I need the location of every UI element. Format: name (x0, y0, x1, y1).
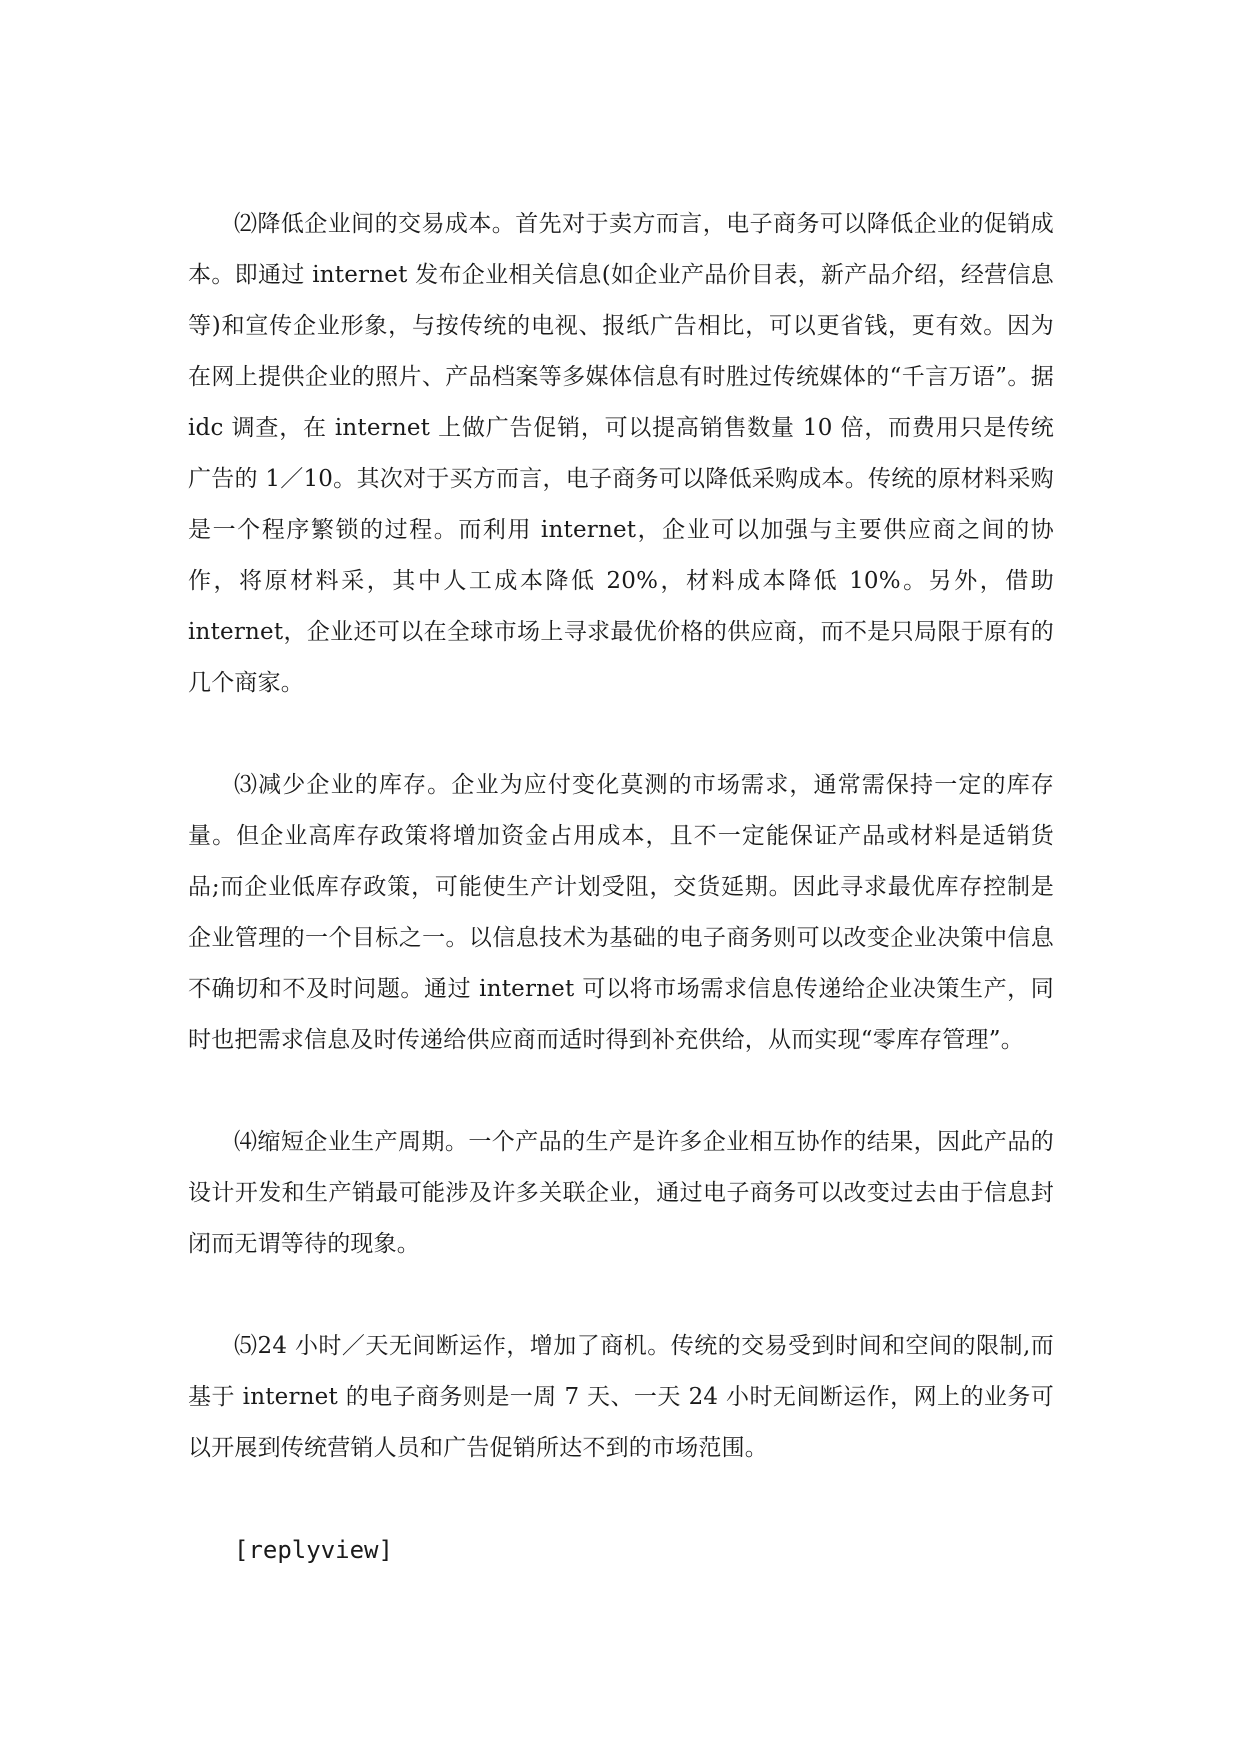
paragraph-gap (188, 1270, 1054, 1321)
paragraph-shorten-production-cycle: ⑷缩短企业生产周期。一个产品的生产是许多企业相互协作的结果，因此产品的设计开发和生产销最可能涉及许多关联企业，通过电子商务可以改变过去由于信息封闭而无谓等待的现象。 (188, 1129, 1054, 1257)
document-body (188, 199, 1054, 1576)
paragraph-gap (188, 1474, 1054, 1525)
paragraph-reduce-inventory: ⑶减少企业的库存。企业为应付变化莫测的市场需求，通常需保持一定的库存量。但企业高库存政策将增加资金占用成本，且不一定能保证产品或材料是适销货品;而企业低库存政策，可能使生产计划受阻，交货延期。因此寻求最优库存控制是企业管理的一个目标之一。以信息技术为基础的电子商务则可以改变企业决策中信息不确切和不及时问题。通过 internet 可以将市场需求信息传递给企业决策生产，同时也把需求信息及时传递给供应商而适时得到补充供给，从而实现“零库存管理”。 (188, 772, 1054, 1053)
paragraph-24-hour-operation: ⑸24 小时／天无间断运作，增加了商机。传统的交易受到时间和空间的限制,而基于 internet 的电子商务则是一周 7 天、一天 24 小时无间断运作，网上的业务可以开展到传统营销人员和广告促销所达不到的市场范围。 (188, 1333, 1054, 1461)
paragraph-gap (188, 1066, 1054, 1117)
replyview-tag: [replyview] (234, 1536, 393, 1564)
paragraph-gap (188, 709, 1054, 760)
paragraph-reduce-transaction-cost: ⑵降低企业间的交易成本。首先对于卖方而言，电子商务可以降低企业的促销成本。即通过 internet 发布企业相关信息(如企业产品价目表，新产品介绍，经营信息等)和宣传企业形象，与按传统的电视、报纸广告相比，可以更省钱，更有效。因为在网上提供企业的照片、产品档案等多媒体信息有时胜过传统媒体的“千言万语”。据 idc 调查，在 internet 上做广告促销，可以提高销售数量 10 倍，而费用只是传统广告的 1／10。其次对于买方而言，电子商务可以降低采购成本。传统的原材料采购是一个程序繁锁的过程。而利用 internet，企业可以加强与主要供应商之间的协作，将原材料采，其中人工成本降低 20%，材料成本降低 10%。另外，借助 internet，企业还可以在全球市场上寻求最优价格的供应商，而不是只局限于原有的几个商家。 (188, 211, 1054, 696)
